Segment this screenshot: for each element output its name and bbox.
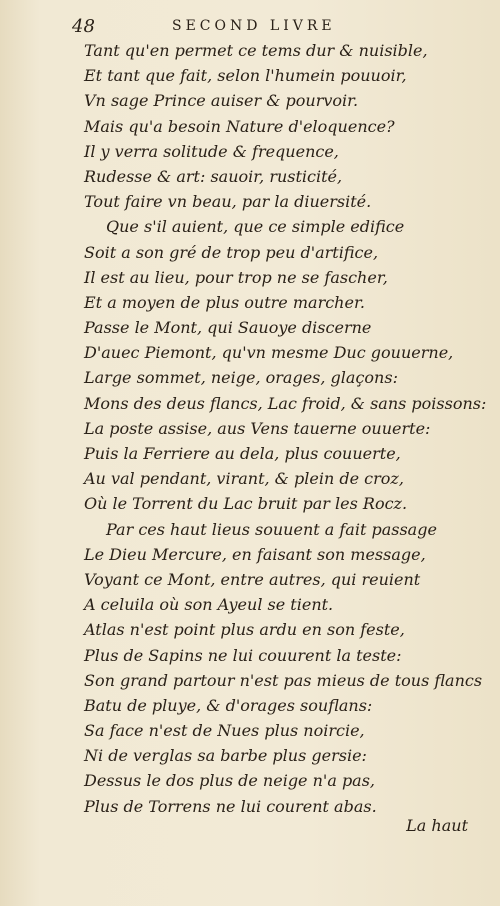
- verse-line: Où le Torrent du Lac bruit par les Rocz.: [84, 494, 408, 514]
- verse-line: Il est au lieu, pour trop ne se fascher,: [84, 267, 388, 287]
- verse-line: Rudesse & art: sauoir, rusticité,: [84, 166, 343, 186]
- verse-line: Le Dieu Mercure, en faisant son message,: [84, 544, 426, 564]
- page-header: [72, 16, 460, 38]
- verse-line: Passe le Mont, qui Sauoye discerne: [84, 318, 372, 338]
- verse-line: Ni de verglas sa barbe plus gersie:: [84, 746, 367, 766]
- verse-line: Sa face n'est de Nues plus noircie,: [84, 721, 365, 741]
- verse-line: Puis la Ferriere au dela, plus couuerte,: [84, 444, 401, 463]
- verse-line: Plus de Torrens ne lui courent abas.: [84, 796, 377, 816]
- verse-line: A celuila où son Ayeul se tient.: [84, 595, 334, 615]
- verse-line: La poste assise, aus Vens tauerne ouuerte:: [84, 418, 431, 438]
- verse-line: Atlas n'est point plus ardu en son feste,: [84, 620, 405, 640]
- verse-line: Et a moyen de plus outre marcher.: [84, 292, 365, 312]
- verse-line: Par ces haut lieus souuent a fait passage: [106, 519, 437, 539]
- running-title: SECOND LIVRE: [172, 18, 336, 34]
- verse-line: Que s'il auient, que ce simple edifice: [106, 217, 405, 237]
- verse-line: Mais qu'a besoin Nature d'eloquence?: [84, 116, 395, 136]
- verse-line: Tout faire vn beau, par la diuersité.: [84, 192, 372, 212]
- page-number: 48: [72, 16, 95, 37]
- verse-line: Batu de pluye, & d'orages souflans:: [84, 695, 373, 715]
- verse-line: Large sommet, neige, orages, glaçons:: [84, 368, 398, 388]
- verse-line: Vn sage Prince auiser & pourvoir.: [84, 91, 359, 111]
- catchword: La haut: [406, 816, 468, 835]
- verse-line: Il y verra solitude & frequence,: [84, 141, 339, 161]
- verse-line: Au val pendant, virant, & plein de croz,: [84, 469, 404, 489]
- verse-line: Tant qu'en permet ce tems dur & nuisible,: [84, 41, 428, 60]
- poem-verses: [84, 38, 487, 819]
- verse-line: Dessus le dos plus de neige n'a pas,: [84, 771, 376, 791]
- verse-line: Son grand partour n'est pas mieus de tous flancs: [84, 670, 483, 690]
- verse-line: Voyant ce Mont, entre autres, qui reuient: [84, 569, 421, 589]
- verse-line: Plus de Sapins ne lui couurent la teste:: [84, 645, 402, 665]
- verse-line: D'auec Piemont, qu'vn mesme Duc gouuerne,: [84, 343, 454, 363]
- verse-line: Et tant que fait, selon l'humein pouuoir,: [84, 66, 407, 86]
- verse-line: Soit a son gré de trop peu d'artifice,: [84, 242, 379, 262]
- verse-line: Mons des deus flancs, Lac froid, & sans poissons:: [84, 393, 487, 413]
